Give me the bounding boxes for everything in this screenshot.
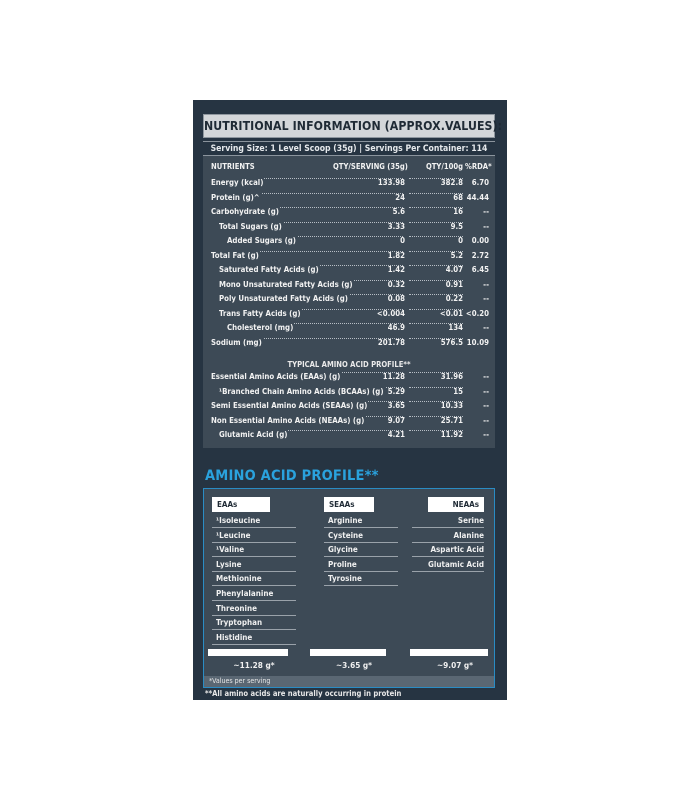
table-row [203, 294, 495, 308]
rda-value: 10.09 [466, 337, 489, 347]
seaas-header: SEAAs [324, 497, 374, 512]
qty-100g-value: 25.71 [440, 415, 463, 425]
qty-100g-value: 0 [458, 236, 463, 245]
qty-100g-value: 576.5 [440, 337, 463, 347]
amino-acid-item: Lysine [212, 558, 296, 572]
qty-100g-value: 0.22 [445, 294, 463, 303]
qty-100g-value: 9.5 [450, 221, 463, 231]
amino-profile-box [203, 488, 495, 688]
amino-acid-item: ¹Leucine [212, 529, 296, 543]
table-row [203, 309, 495, 323]
qty-serving-value: 11.28 [382, 372, 405, 381]
qty-serving-value: 201.78 [377, 337, 405, 347]
table-row [203, 338, 495, 352]
rda-value: -- [483, 323, 489, 332]
divider [203, 141, 495, 142]
qty-serving-value: 0 [400, 236, 405, 245]
rda-value: -- [483, 415, 489, 425]
qty-serving-value: 0.32 [387, 279, 405, 289]
qty-serving-value: 133.98 [377, 178, 405, 187]
amino-acid-item: ¹Isoleucine [212, 514, 296, 528]
nutrient-label: Non Essential Amino Acids (NEAAs) (g) [211, 415, 365, 425]
amino-acid-item: Histidine [212, 631, 296, 645]
rda-value: 2.72 [471, 250, 489, 260]
serving-info: Serving Size: 1 Level Scoop (35g) | Servings Per Container: 114 [210, 144, 488, 154]
amino-acid-item: Threonine [212, 602, 296, 616]
rda-value: -- [483, 401, 489, 410]
rda-value: 6.45 [471, 265, 489, 274]
qty-100g-value: <0.01 [439, 308, 463, 318]
qty-serving-value: 1.42 [387, 265, 405, 274]
table-row [203, 251, 495, 265]
eaas-total-tab [208, 649, 288, 656]
nutrient-label: Mono Unsaturated Fatty Acids (g) [219, 279, 353, 289]
table-row [203, 401, 495, 415]
rda-value: -- [483, 207, 489, 216]
amino-acid-item: Cysteine [324, 529, 398, 543]
seaas-total-tab [310, 649, 386, 656]
amino-acid-item: Methionine [212, 572, 296, 586]
nutrient-label: Total Sugars (g) [219, 221, 282, 231]
qty-100g-value: 5.2 [450, 250, 463, 260]
qty-serving-value: 5.6 [392, 207, 405, 216]
rda-value: -- [483, 279, 489, 289]
rda-value: -- [483, 221, 489, 231]
qty-100g-value: 0.91 [445, 279, 463, 289]
qty-serving-value: 46.9 [387, 323, 405, 332]
amino-acid-item: Arginine [324, 514, 398, 528]
amino-acid-item: Glycine [324, 543, 398, 557]
table-row [203, 207, 495, 221]
nutrition-table [203, 156, 495, 448]
nutrient-label: Essential Amino Acids (EAAs) (g) [211, 372, 341, 381]
qty-serving-value: 4.21 [387, 430, 405, 439]
amino-subtitle: TYPICAL AMINO ACID PROFILE** [287, 360, 411, 369]
table-row [203, 193, 495, 207]
amino-profile-title: AMINO ACID PROFILE** [205, 468, 379, 484]
nutrient-label: Poly Unsaturated Fatty Acids (g) [219, 294, 348, 303]
nutrient-label: Sodium (mg) [211, 337, 262, 347]
table-row [203, 236, 495, 250]
nutrient-label: Protein (g)^ [211, 192, 260, 202]
table-header [203, 162, 495, 176]
nutrient-label: Glutamic Acid (g) [219, 430, 288, 439]
footnote: **All amino acids are naturally occurring in protein [205, 689, 402, 698]
qty-100g-value: 10.33 [440, 401, 463, 410]
table-row [203, 222, 495, 236]
nutrient-label: Total Fat (g) [211, 250, 259, 260]
amino-acid-item: Glutamic Acid [412, 558, 484, 572]
amino-acid-item: Serine [412, 514, 484, 528]
qty-serving-value: 9.07 [387, 415, 405, 425]
qty-serving-value: 0.08 [387, 294, 405, 303]
table-row [203, 323, 495, 337]
amino-acid-item: Alanine [412, 529, 484, 543]
neaas-header: NEAAs [428, 497, 484, 512]
qty-100g-value: 134 [448, 323, 463, 332]
amino-acid-item: Phenylalanine [212, 587, 296, 601]
amino-acid-item: Aspartic Acid [412, 543, 484, 557]
qty-serving-value: 3.33 [387, 221, 405, 231]
table-row [203, 280, 495, 294]
qty-serving-value: 24 [395, 192, 405, 202]
table-row [203, 178, 495, 192]
qty-100g-value: 382.8 [440, 178, 463, 187]
nutrient-label: Semi Essential Amino Acids (SEAAs) (g) [211, 401, 368, 410]
nutrient-label: Energy (kcal) [211, 178, 264, 187]
eaas-total: ~11.28 g* [233, 660, 275, 670]
rda-value: -- [483, 430, 489, 439]
table-row [203, 430, 495, 444]
neaas-total: ~9.07 g* [436, 660, 474, 670]
qty-100g-value: 68 [453, 192, 463, 202]
rda-value: -- [483, 294, 489, 303]
qty-100g-value: 11.92 [440, 430, 463, 439]
qty-100g-value: 4.07 [445, 265, 463, 274]
header-qty-100g: QTY/100g [425, 162, 463, 171]
qty-100g-value: 16 [453, 207, 463, 216]
rda-value: 44.44 [466, 192, 489, 202]
qty-100g-value: 15 [453, 386, 463, 396]
values-note: *Values per serving [204, 676, 494, 687]
qty-serving-value: <0.004 [376, 308, 405, 318]
nutrition-title: NUTRITIONAL INFORMATION (APPROX.VALUES): [203, 114, 495, 138]
amino-acid-item: ¹Valine [212, 543, 296, 557]
header-nutrients: NUTRIENTS [211, 162, 255, 171]
amino-acid-item: Tryptophan [212, 616, 296, 630]
rda-value: -- [483, 372, 489, 381]
table-row [203, 387, 495, 401]
header-qty-serving: QTY/SERVING (35g) [333, 162, 408, 171]
eaas-header: EAAs [212, 497, 270, 512]
rda-value: <0.20 [465, 308, 489, 318]
seaas-total: ~3.65 g* [335, 660, 373, 670]
table-row [203, 416, 495, 430]
nutrient-label: Added Sugars (g) [227, 236, 297, 245]
nutrient-label: Cholesterol (mg) [227, 323, 294, 332]
nutrient-label: Carbohydrate (g) [211, 207, 279, 216]
nutrition-panel [193, 100, 507, 700]
table-row [203, 372, 495, 386]
rda-value: 6.70 [471, 178, 489, 187]
qty-serving-value: 5.29 [387, 386, 405, 396]
nutrient-label: Trans Fatty Acids (g) [219, 308, 301, 318]
nutrient-label: Saturated Fatty Acids (g) [219, 265, 319, 274]
amino-acid-item: Proline [324, 558, 398, 572]
rda-value: -- [483, 386, 489, 396]
qty-serving-value: 1.82 [387, 250, 405, 260]
qty-serving-value: 3.65 [387, 401, 405, 410]
amino-acid-item: Tyrosine [324, 572, 398, 586]
table-row [203, 265, 495, 279]
neaas-total-tab [410, 649, 488, 656]
qty-100g-value: 31.96 [440, 372, 463, 381]
nutrient-label: ¹Branched Chain Amino Acids (BCAAs) (g) [219, 386, 384, 396]
rda-value: 0.00 [471, 236, 489, 245]
header-rda: %RDA* [465, 162, 492, 171]
